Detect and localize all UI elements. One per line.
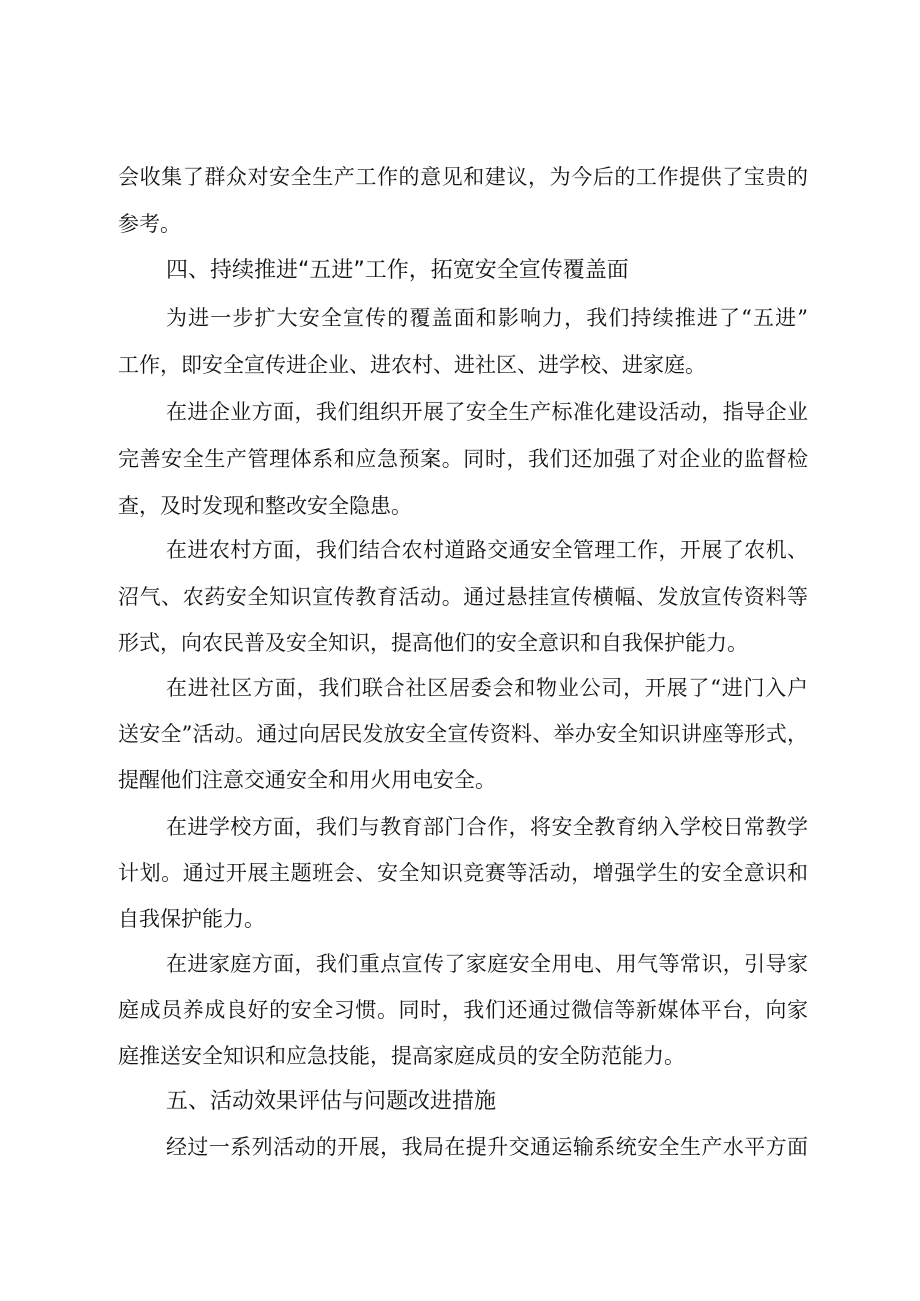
paragraph-line: 经过一系列活动的开展，我局在提升交通运输系统安全生产水平方面 [166,1135,808,1159]
paragraph-line: 查，及时发现和整改安全隐患。 [118,494,412,518]
paragraph-line: 提醒他们注意交通安全和用火用电安全。 [118,768,496,792]
paragraph-line: 完善安全生产管理体系和应急预案。同时，我们还加强了对企业的监督检 [118,447,808,471]
paragraph-line: 庭成员养成良好的安全习惯。同时，我们还通过微信等新媒体平台，向家 [118,998,808,1022]
paragraph-line: 参考。 [118,212,181,236]
paragraph-line: 在进社区方面，我们联合社区居委会和物业公司，开展了“进门入户 [166,676,808,700]
section-heading-5: 五、活动效果评估与问题改进措施 [166,1089,497,1114]
paragraph-line: 在进农村方面，我们结合农村道路交通安全管理工作，开展了农机、 [166,538,808,562]
paragraph-line: 自我保护能力。 [118,907,265,931]
paragraph-line: 为进一步扩大安全宣传的覆盖面和影响力，我们持续推进了“五进” [166,306,808,330]
paragraph-line: 形式，向农民普及安全知识，提高他们的安全意识和自我保护能力。 [118,631,748,655]
paragraph-line: 工作，即安全宣传进企业、进农村、进社区、进学校、进家庭。 [118,353,706,377]
paragraph-line: 计划。通过开展主题班会、安全知识竞赛等活动，增强学生的安全意识和 [118,861,808,885]
paragraph-line: 在进家庭方面，我们重点宣传了家庭安全用电、用气等常识，引导家 [166,952,808,976]
paragraph-line: 送安全”活动。通过向居民发放安全宣传资料、举办安全知识讲座等形式， [118,722,808,746]
paragraph-line: 会收集了群众对安全生产工作的意见和建议，为今后的工作提供了宝贵的 [118,165,808,189]
paragraph-line: 沼气、农药安全知识宣传教育活动。通过悬挂宣传横幅、发放宣传资料等 [118,585,808,609]
section-heading-4: 四、持续推进“五进”工作，拓宽安全宣传覆盖面 [166,258,629,283]
paragraph-line: 在进学校方面，我们与教育部门合作，将安全教育纳入学校日常教学 [166,815,808,839]
paragraph-line: 在进企业方面，我们组织开展了安全生产标准化建设活动，指导企业 [166,400,808,424]
paragraph-line: 庭推送安全知识和应急技能，提高家庭成员的安全防范能力。 [118,1044,685,1068]
